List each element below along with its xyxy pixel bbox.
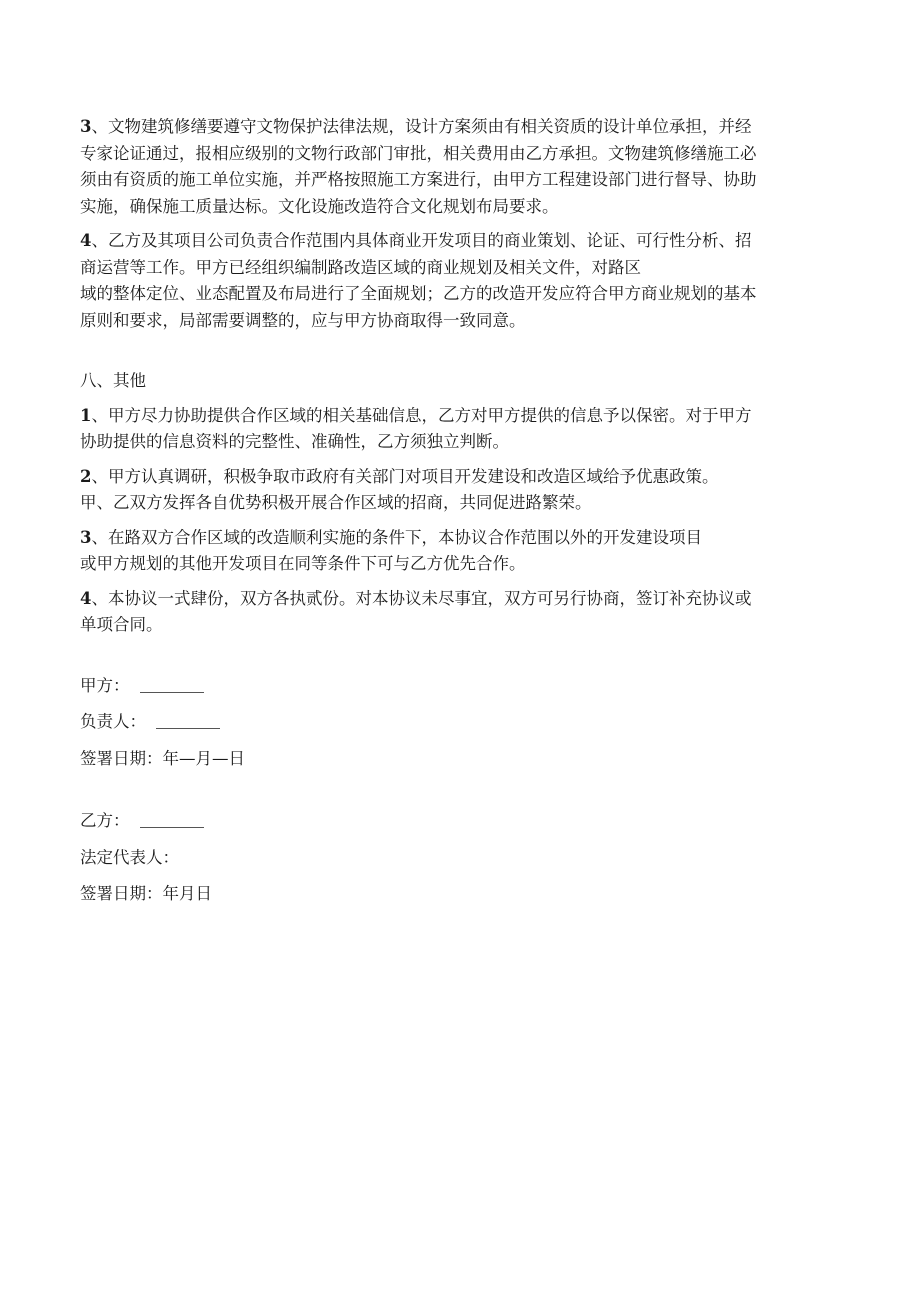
clause-line bbox=[80, 586, 845, 613]
party-a-person-label: 负责人： bbox=[80, 712, 146, 731]
clause-line: 原则和要求，局部需要调整的，应与甲方协商取得一致同意。 bbox=[80, 310, 526, 330]
party-a-date: 签署日期：年—月—日 bbox=[80, 748, 245, 768]
clause-text: 、本协议一式肆份，双方各执贰份。对本协议未尽事宜，双方可另行协商，签订补充协议或 bbox=[91, 588, 752, 608]
clause-line: 域的整体定位、业态配置及布局进行了全面规划；乙方的改造开发应符合甲方商业规划的基本 bbox=[80, 284, 757, 303]
clause-line bbox=[80, 114, 845, 141]
party-b-date: 签署日期：年月日 bbox=[80, 884, 212, 903]
party-b-label: 乙方： bbox=[80, 811, 130, 830]
party-b-blank-line[interactable] bbox=[140, 811, 204, 828]
party-a-label: 甲方： bbox=[80, 675, 130, 695]
clause-line: 甲、乙双方发挥各自优势积极开展合作区域的招商，共同促进路繁荣。 bbox=[80, 493, 592, 512]
clause-text: 、在路双方合作区域的改造顺利实施的条件下，本协议合作范围以外的开发建设项目 bbox=[91, 527, 702, 547]
clause-line: 协助提供的信息资料的完整性、准确性，乙方须独立判断。 bbox=[80, 432, 509, 451]
section-heading: 八、其他 bbox=[80, 371, 146, 390]
clause-text: 、甲方认真调研，积极争取市政府有关部门对项目开发建设和改造区域给予优惠政策。 bbox=[91, 466, 719, 486]
party-a-person-blank-line[interactable] bbox=[156, 712, 220, 729]
clause-text: 、文物建筑修缮要遵守文物保护法律法规，设计方案须由有相关资质的设计单位承担，并经 bbox=[91, 117, 752, 136]
clause-line: 须由有资质的施工单位实施，并严格按照施工方案进行，由甲方工程建设部门进行督导、协助 bbox=[80, 170, 757, 189]
clause-8-4 bbox=[80, 586, 845, 639]
clause-line: 商运营等工作。甲方已经组织编制路改造区域的商业规划及相关文件，对路区 bbox=[80, 257, 641, 277]
clause-8-3 bbox=[80, 525, 845, 578]
clause-line: 或甲方规划的其他开发项目在同等条件下可与乙方优先合作。 bbox=[80, 554, 526, 573]
clause-8-1 bbox=[80, 403, 845, 456]
party-a-row bbox=[80, 673, 845, 700]
clause-text: 、甲方尽力协助提供合作区域的相关基础信息，乙方对甲方提供的信息予以保密。对于甲方 bbox=[91, 405, 752, 425]
clause-line: 单项合同。 bbox=[80, 615, 163, 634]
party-b-rep-label: 法定代表人： bbox=[80, 847, 179, 867]
clause-line bbox=[80, 525, 845, 552]
party-a-person-row bbox=[80, 709, 845, 736]
clause-7-4 bbox=[80, 228, 845, 334]
clause-8-2 bbox=[80, 464, 845, 517]
party-b-row bbox=[80, 808, 845, 835]
clause-line bbox=[80, 464, 845, 491]
clause-line bbox=[80, 403, 845, 430]
party-a-signature-block bbox=[80, 673, 845, 773]
clause-number: 1 bbox=[80, 405, 92, 425]
party-a-blank-line[interactable] bbox=[140, 676, 204, 693]
party-b-rep-row bbox=[80, 845, 845, 872]
clause-line: 实施，确保施工质量达标。文化设施改造符合文化规划布局要求。 bbox=[80, 196, 559, 216]
clause-number: 4 bbox=[80, 231, 92, 250]
clause-number: 4 bbox=[80, 588, 92, 608]
clause-text: 、乙方及其项目公司负责合作范围内具体商业开发项目的商业策划、论证、可行性分析、招 bbox=[91, 231, 752, 250]
clause-number: 3 bbox=[80, 117, 92, 136]
document-body bbox=[80, 114, 845, 918]
clause-line bbox=[80, 228, 845, 255]
clause-number: 3 bbox=[80, 527, 92, 547]
party-b-signature-block bbox=[80, 808, 845, 908]
clause-7-3 bbox=[80, 114, 845, 220]
clause-line: 专家论证通过，报相应级别的文物行政部门审批，相关费用由乙方承担。文物建筑修缮施工必 bbox=[80, 143, 757, 163]
clause-number: 2 bbox=[80, 466, 92, 486]
